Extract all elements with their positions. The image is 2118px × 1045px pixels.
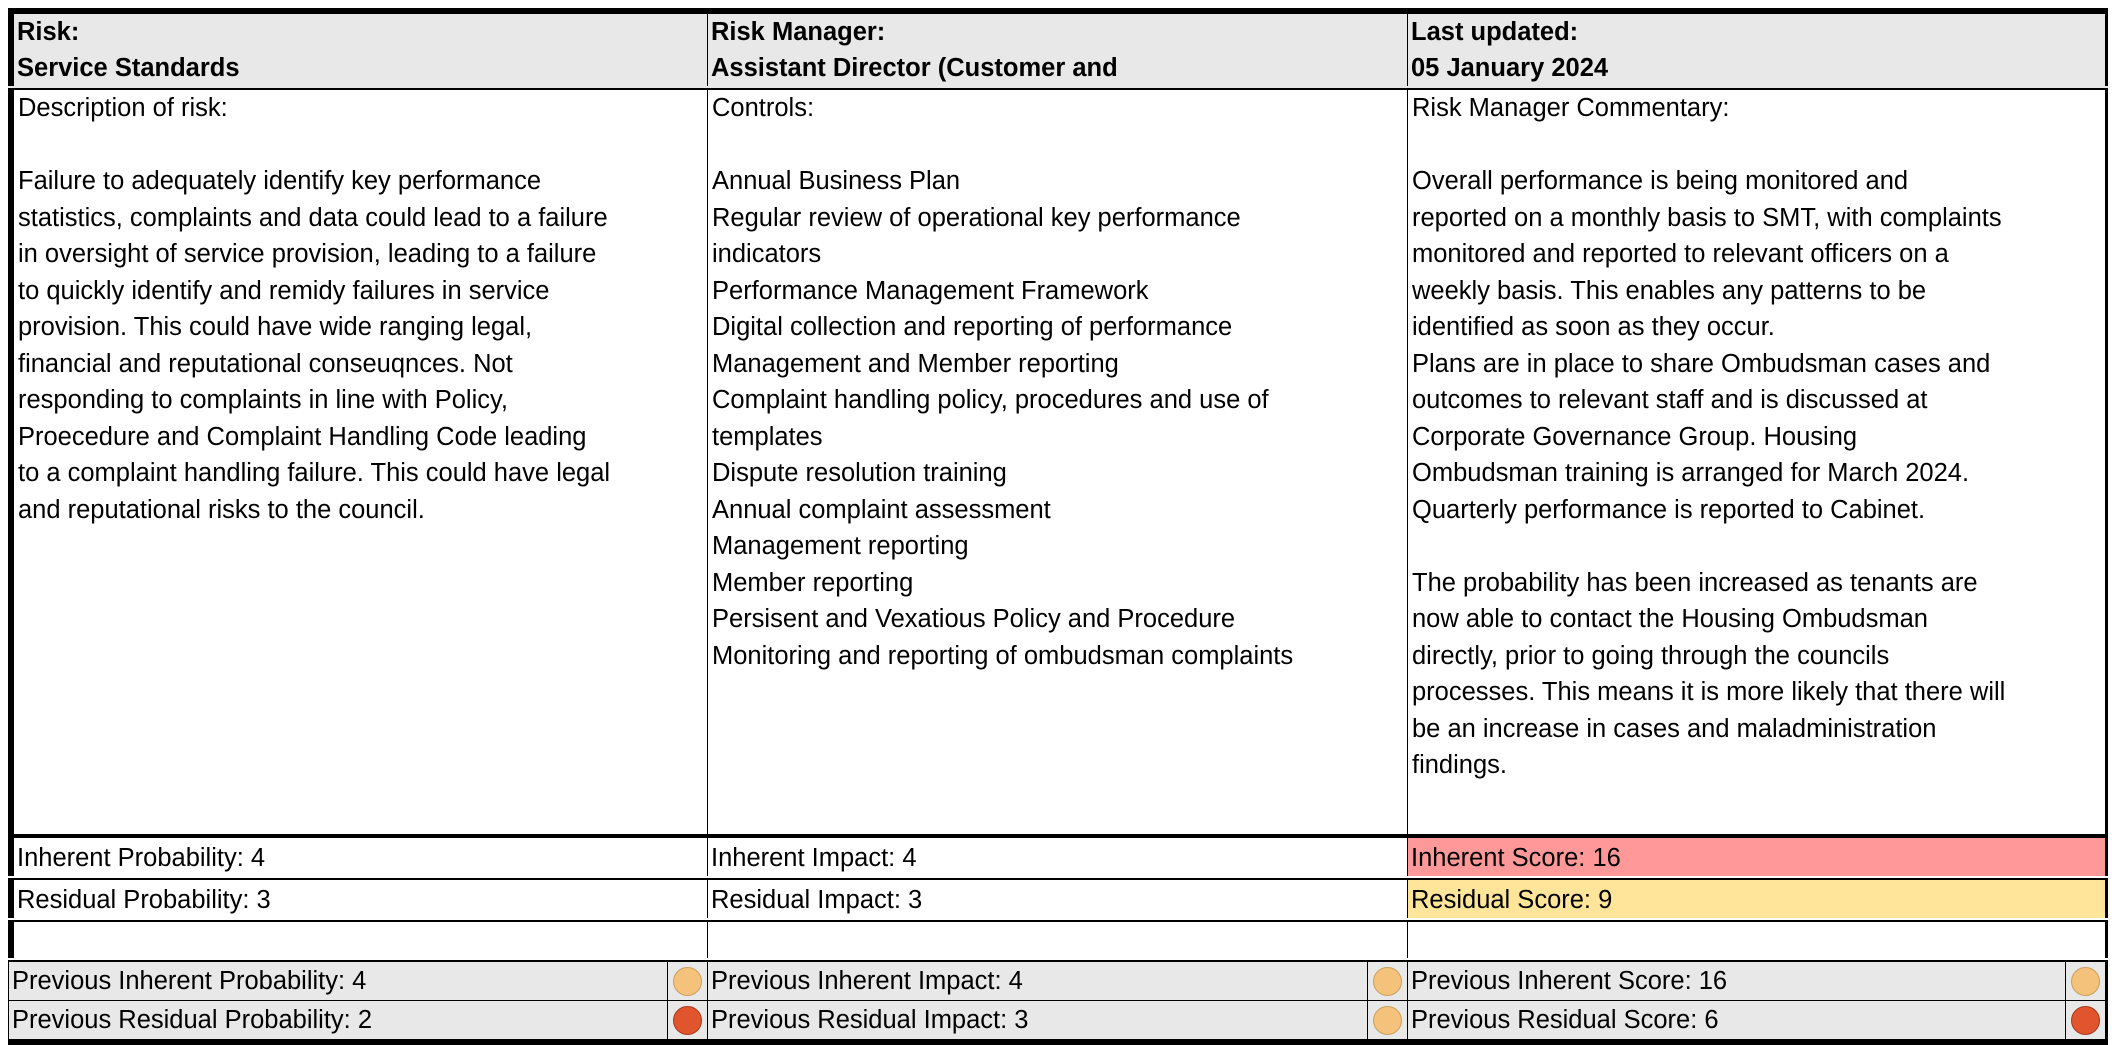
blank-row (8, 922, 2108, 962)
commentary-line: monitored and reported to relevant officers on a (1412, 240, 1949, 268)
risk-manager-value: Assistant Director (Customer and (711, 54, 1118, 82)
description-line: financial and reputational conseuqnces. Not (18, 349, 513, 378)
indicator-cell (667, 962, 707, 1000)
inherent-row (8, 838, 2108, 880)
blank-cell[interactable] (1408, 922, 2108, 958)
risk-manager-header-cell[interactable] (708, 14, 1408, 86)
previous-inherent-score: Previous Inherent Score: 16 (1411, 967, 1728, 995)
blank-cell[interactable] (8, 922, 708, 958)
previous-residual-score-cell[interactable] (1408, 1001, 2108, 1039)
blank-cell[interactable] (708, 922, 1408, 958)
control-item: Annual Business Plan (712, 167, 961, 195)
risk-label: Risk: (17, 18, 80, 46)
commentary-line: be an increase in cases and maladministration (1412, 714, 1937, 743)
control-item: Member reporting (712, 568, 914, 597)
commentary-line: Corporate Governance Group. Housing (1412, 422, 1858, 451)
indicator-cell (2065, 962, 2105, 1000)
description-line: to quickly identify and remidy failures in service (18, 276, 550, 305)
description-line: provision. This could have wide ranging legal, (18, 313, 533, 341)
risk-header-cell[interactable] (8, 14, 708, 86)
controls-cell[interactable] (708, 90, 1408, 834)
previous-residual-score: Previous Residual Score: 6 (1411, 1006, 1719, 1034)
commentary-cell[interactable] (1408, 90, 2108, 834)
description-cell[interactable] (8, 90, 708, 834)
control-item: Management and Member reporting (712, 349, 1119, 378)
control-item: Dispute resolution training (712, 459, 1007, 487)
previous-residual-impact-cell[interactable] (708, 1001, 1408, 1039)
previous-inherent-impact-cell[interactable] (708, 962, 1408, 1000)
commentary-line: directly, prior to going through the councils (1412, 641, 1890, 670)
risk-register-sheet (8, 8, 2108, 1045)
commentary-line (1412, 528, 2101, 565)
residual-impact-cell[interactable]: Residual Impact: 3 (708, 880, 1408, 918)
commentary-line: Overall performance is being monitored and (1412, 167, 1909, 195)
control-item: Performance Management Framework (712, 276, 1149, 305)
description-text (18, 163, 703, 528)
indicator-cell (1367, 1001, 1407, 1039)
previous-residual-impact: Previous Residual Impact: 3 (711, 1006, 1029, 1034)
amber-indicator-icon (2071, 967, 2100, 996)
previous-inherent-impact: Previous Inherent Impact: 4 (711, 967, 1023, 995)
spacer (712, 127, 1403, 164)
indicator-cell (1367, 962, 1407, 1000)
residual-row (8, 880, 2108, 922)
control-item: Monitoring and reporting of ombudsman complaints (712, 641, 1294, 670)
commentary-line: now able to contact the Housing Ombudsman (1412, 605, 1928, 633)
previous-inherent-probability: Previous Inherent Probability: 4 (12, 967, 367, 995)
spacer (1412, 127, 2101, 164)
commentary-line: Quarterly performance is reported to Cabinet. (1412, 495, 1926, 524)
last-updated-value: 05 January 2024 (1411, 54, 1609, 82)
commentary-line: reported on a monthly basis to SMT, with complaints (1412, 203, 2002, 232)
risk-title: Service Standards (17, 54, 240, 82)
previous-residual-probability: Previous Residual Probability: 2 (12, 1006, 373, 1034)
previous-residual-probability-cell[interactable] (8, 1001, 708, 1039)
commentary-line: identified as soon as they occur. (1412, 313, 1775, 341)
commentary-text (1412, 163, 2101, 784)
description-line: Proecedure and Complaint Handling Code leading (18, 422, 587, 451)
red-indicator-icon (2071, 1006, 2100, 1035)
description-line: statistics, complaints and data could lead to a failure (18, 203, 608, 232)
control-item: indicators (712, 240, 822, 268)
residual-probability-cell[interactable]: Residual Probability: 3 (8, 880, 708, 918)
description-line: in oversight of service provision, leading to a failure (18, 240, 597, 268)
commentary-line: The probability has been increased as tenants are (1412, 568, 1978, 597)
commentary-label: Risk Manager Commentary: (1412, 94, 1730, 122)
last-updated-header-cell[interactable] (1408, 14, 2108, 86)
previous-inherent-probability-cell[interactable] (8, 962, 708, 1000)
inherent-score-cell[interactable]: Inherent Score: 16 (1408, 838, 2108, 876)
amber-indicator-icon (1373, 967, 1402, 996)
spacer (18, 127, 703, 164)
commentary-line: findings. (1412, 751, 1507, 779)
description-label: Description of risk: (18, 94, 228, 122)
description-line: Failure to adequately identify key performance (18, 167, 542, 195)
controls-label: Controls: (712, 94, 815, 122)
residual-score-cell[interactable]: Residual Score: 9 (1408, 880, 2108, 918)
amber-indicator-icon (673, 967, 702, 996)
inherent-impact-cell[interactable]: Inherent Impact: 4 (708, 838, 1408, 876)
previous-inherent-row (8, 962, 2108, 1001)
commentary-line: Plans are in place to share Ombudsman cases and (1412, 349, 1991, 378)
commentary-line: processes. This means it is more likely that there will (1412, 678, 2006, 706)
risk-manager-label: Risk Manager: (711, 18, 886, 46)
main-content-row (8, 90, 2108, 838)
control-item: templates (712, 422, 823, 451)
control-item: Complaint handling policy, procedures and use of (712, 386, 1269, 414)
description-line: responding to complaints in line with Policy, (18, 386, 508, 414)
indicator-cell (667, 1001, 707, 1039)
controls-list (712, 163, 1403, 674)
header-row (8, 8, 2108, 90)
previous-inherent-score-cell[interactable] (1408, 962, 2108, 1000)
commentary-line: Ombudsman training is arranged for March 2024. (1412, 459, 1970, 487)
description-line: and reputational risks to the council. (18, 495, 425, 524)
commentary-line: weekly basis. This enables any patterns to be (1412, 276, 1927, 305)
amber-indicator-icon (1373, 1006, 1402, 1035)
previous-residual-row (8, 1001, 2108, 1045)
commentary-line: outcomes to relevant staff and is discussed at (1412, 386, 1928, 414)
indicator-cell (2065, 1001, 2105, 1039)
description-line: to a complaint handling failure. This could have legal (18, 459, 611, 487)
control-item: Annual complaint assessment (712, 495, 1051, 524)
control-item: Persisent and Vexatious Policy and Procedure (712, 605, 1236, 633)
inherent-probability-cell[interactable]: Inherent Probability: 4 (8, 838, 708, 876)
last-updated-label: Last updated: (1411, 18, 1579, 46)
red-indicator-icon (673, 1006, 702, 1035)
control-item: Digital collection and reporting of performance (712, 313, 1233, 341)
control-item: Management reporting (712, 532, 969, 560)
control-item: Regular review of operational key performance (712, 203, 1241, 232)
